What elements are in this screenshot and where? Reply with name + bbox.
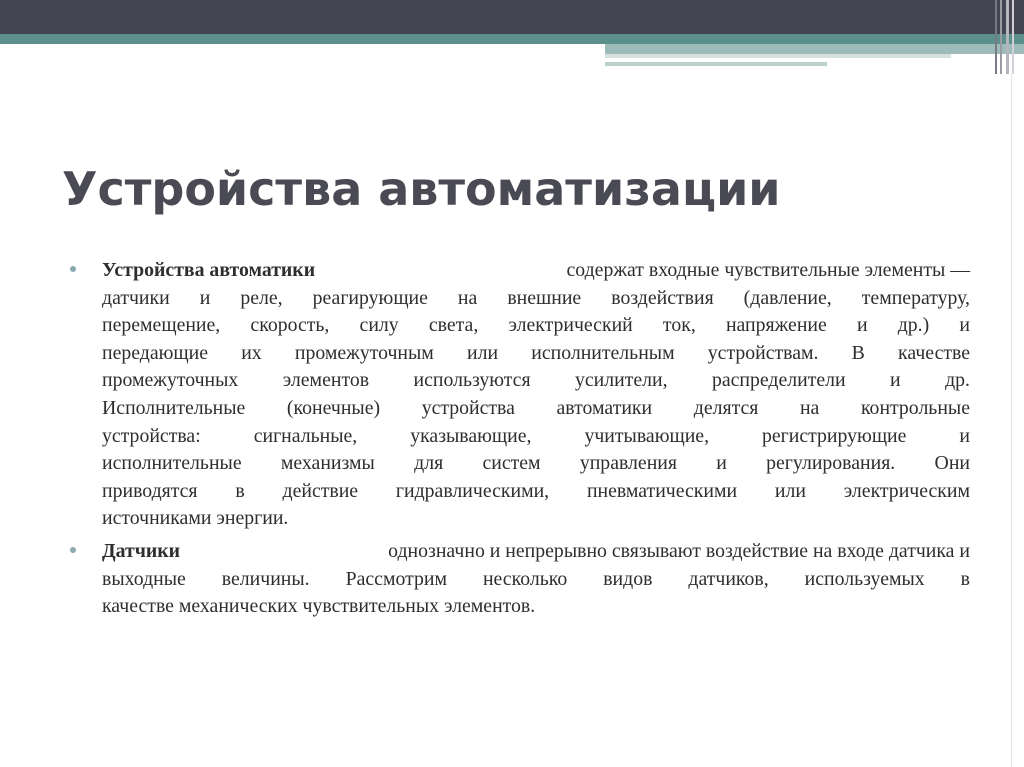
bullet-dot-icon (70, 266, 76, 272)
bullet-first-line (102, 257, 970, 285)
bullet-text-line: перемещение, скорость, силу света, электрический ток, напряжение и др.) и (102, 314, 970, 337)
header-teal-band (0, 34, 1024, 44)
bullet-term: Устройства автоматики (102, 259, 316, 281)
bullet-first-line-text: однозначно и непрерывно связывают воздействие на входе датчика и (388, 539, 970, 562)
bullet-text-line: выходные величины. Рассмотрим несколько видов датчиков, используемых в (102, 567, 970, 590)
bullet-text-line: приводятся в действие гидравлическими, пневматическими или электрическим (102, 479, 970, 502)
bullet-first-line (102, 538, 970, 566)
bullet-text-line: Исполнительные (конечные) устройства автоматики делятся на контрольные (102, 396, 970, 419)
bullet-list (70, 257, 970, 621)
right-edge-line (995, 0, 997, 74)
bullet-text-line: качестве механических чувствительных элементов. (102, 595, 536, 618)
slide-title: Устройства автоматизации (62, 162, 781, 216)
bullet-text-line: исполнительные механизмы для систем управления и регулирования. Они (102, 452, 970, 475)
bullet-first-line-text: содержат входные чувствительные элементы — (566, 259, 970, 281)
bullet-term: Датчики (102, 539, 181, 562)
bullet-item (70, 538, 970, 621)
bullet-dot-icon (70, 547, 76, 553)
header-pale-stripe (605, 54, 951, 58)
header-pale-stripe-short (605, 62, 827, 66)
right-edge-line (1000, 0, 1002, 74)
header-dark-band (0, 0, 1024, 34)
right-border-line (1011, 74, 1012, 767)
header-light-band (605, 44, 1024, 54)
bullet-text-line: датчики и реле, реагирующие на внешние воздействия (давление, температуру, (102, 286, 970, 309)
bullet-text-line: промежуточных элементов используются усилители, распределители и др. (102, 369, 970, 392)
right-edge-line (1006, 0, 1009, 74)
bullet-text-line: устройства: сигнальные, указывающие, учитывающие, регистрирующие и (102, 424, 970, 447)
bullet-text-line: источниками энергии. (102, 507, 289, 530)
right-edge-line (1012, 0, 1014, 74)
bullet-item (70, 257, 970, 533)
bullet-text-line: передающие их промежуточным или исполнительным устройствам. В качестве (102, 341, 970, 364)
